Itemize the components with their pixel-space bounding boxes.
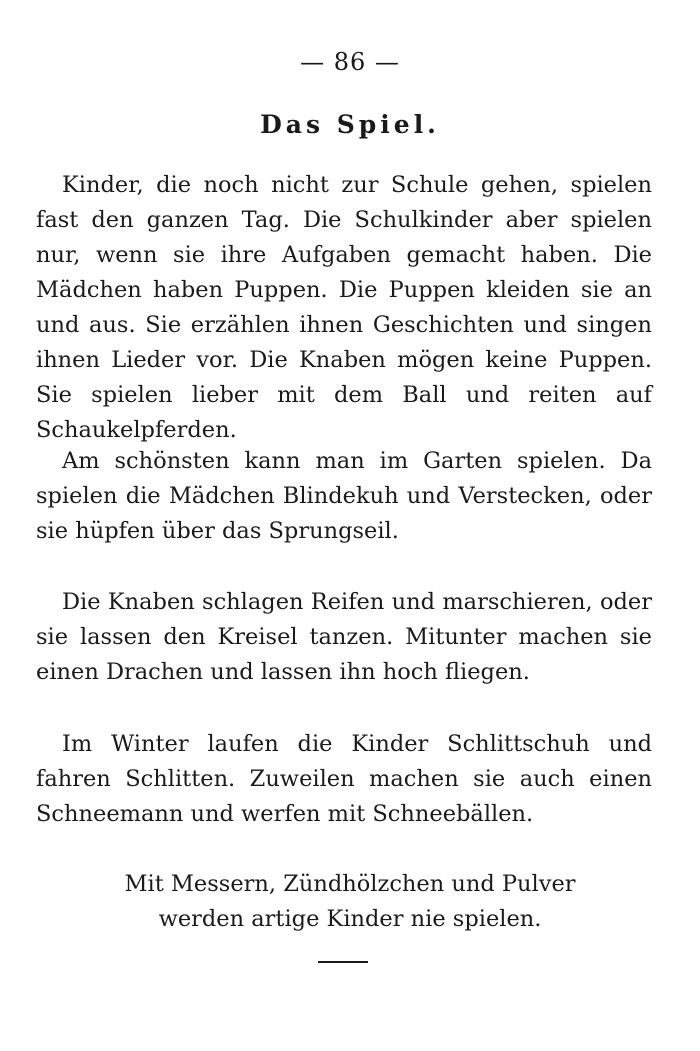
paragraph-1-text: Kinder, die noch nicht zur Schule gehen, spielen fast den ganzen Tag. Die Schulkinder aber spielen nur, wenn sie ihre Aufgaben gemacht haben. Die Mädchen haben Puppen. Die Puppen kleiden sie an und aus. Sie erzählen ihnen Geschichten und singen ihnen Lieder vor. Die Knaben mögen keine Puppen. Sie spielen lieber mit dem Ball und reiten auf Schaukelpferden. [36,172,652,443]
paragraph-2 [36,444,652,549]
paragraph-4-text: Im Winter laufen die Kinder Schlittschuh und fahren Schlitten. Zuweilen machen sie auch einen Schneemann und werfen mit Schneebällen. [36,731,652,827]
paragraph-2-text: Am schönsten kann man im Garten spielen. Da spielen die Mädchen Blindekuh und Verstecken, oder sie hüpfen über das Sprungseil. [36,448,652,544]
closing-motto [0,867,700,937]
paragraph-4 [36,727,652,832]
motto-line-2: werden artige Kinder nie spielen. [158,906,542,932]
paragraph-3 [36,585,652,690]
motto-line-1: Mit Messern, Zündhölzchen und Pulver [124,871,576,897]
paragraph-3-text: Die Knaben schlagen Reifen und marschieren, oder sie lassen den Kreisel tanzen. Mitunter machen sie einen Drachen und lassen ihn hoch fliegen. [36,589,652,685]
chapter-title: Das Spiel. [260,110,440,139]
end-rule-divider [318,961,368,963]
paragraph-1 [36,168,652,448]
page-number: — 86 — [300,48,400,76]
